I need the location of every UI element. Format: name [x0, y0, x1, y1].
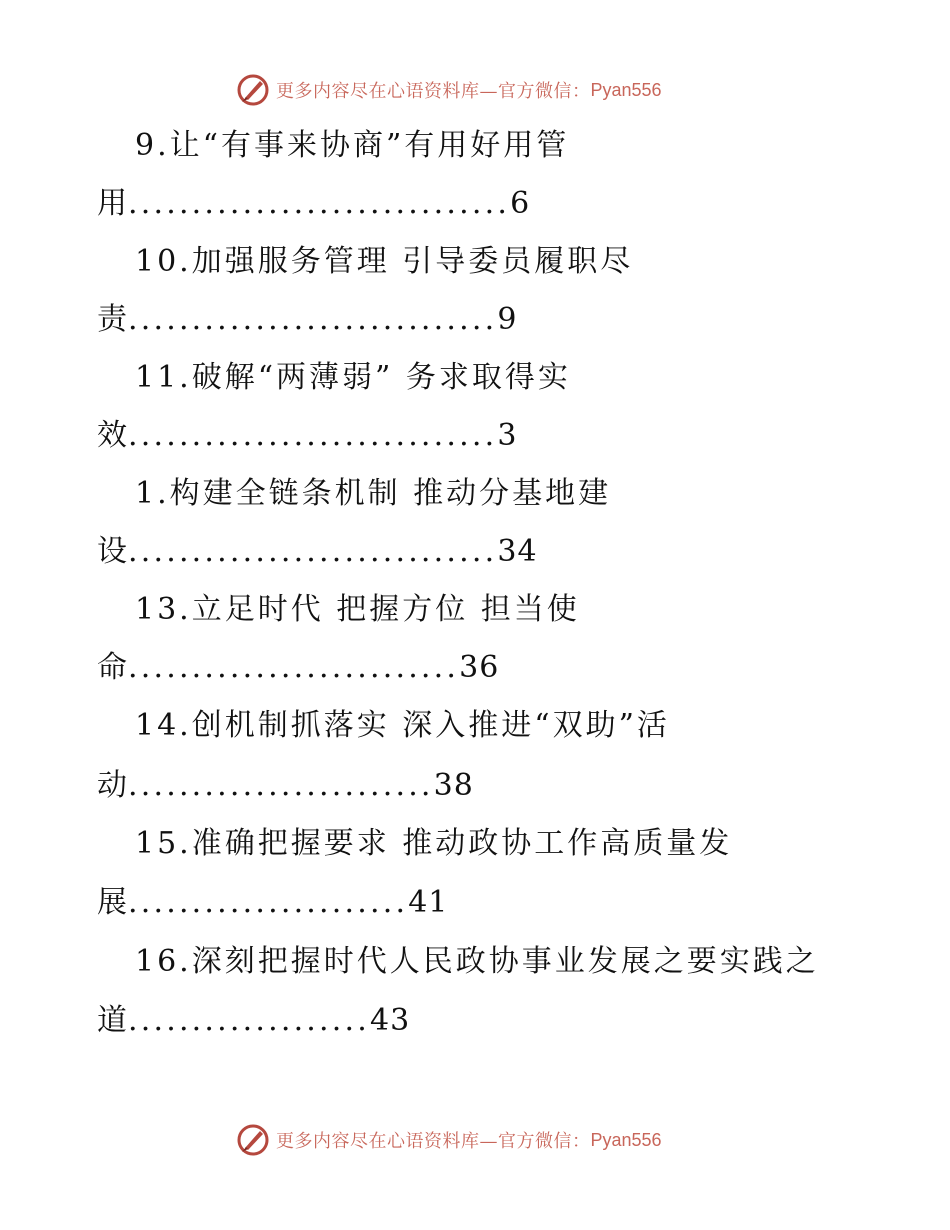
entry-title-text: 构建全链条机制 推动分基地建: [169, 476, 612, 511]
entry-page-number: 9: [497, 302, 518, 337]
quill-logo-icon: [236, 1123, 270, 1157]
entry-page-number: 6: [510, 186, 531, 221]
entry-leader-dots: ..............................: [128, 186, 511, 221]
toc-entry-title[interactable]: [135, 244, 633, 280]
toc-entry-title[interactable]: [135, 826, 732, 862]
toc-entry-title[interactable]: [135, 708, 670, 744]
entry-leader-dots: .............................: [128, 534, 498, 569]
entry-leader-dots: ..........................: [128, 650, 460, 685]
entry-title-text: 准确把握要求 推动政协工作高质量发: [191, 826, 733, 861]
entry-number: 15.: [135, 826, 192, 861]
toc-entry-page-line[interactable]: [97, 534, 538, 570]
toc-entry-page-line[interactable]: [97, 418, 517, 454]
banner-wechat-id: Pyan556: [590, 79, 662, 100]
toc-entry-page-line[interactable]: [97, 650, 499, 686]
entry-number: 9.: [135, 128, 170, 163]
toc-entry-title[interactable]: [135, 944, 819, 980]
entry-tail: 道: [97, 1003, 128, 1038]
toc-entry-page-line[interactable]: [97, 885, 448, 921]
toc-entry-title[interactable]: [135, 360, 571, 396]
footer-banner: [0, 1120, 950, 1160]
entry-page-number: 41: [408, 885, 449, 920]
entry-page-number: 36: [459, 650, 500, 685]
entry-leader-dots: ...................: [128, 1003, 370, 1038]
entry-leader-dots: .............................: [128, 302, 498, 337]
toc-entry-title[interactable]: [135, 476, 611, 512]
entry-title-text: 立足时代 把握方位 担当使: [191, 592, 580, 627]
banner-text: 更多内容尽在心语资料库—官方微信：: [276, 81, 591, 102]
toc-entry-page-line[interactable]: [97, 1003, 410, 1039]
entry-tail: 展: [97, 885, 128, 920]
entry-tail: 用: [97, 186, 128, 221]
entry-tail: 设: [97, 534, 128, 569]
entry-tail: 动: [97, 768, 128, 803]
toc-entry-title[interactable]: [135, 592, 580, 628]
toc-entry-page-line[interactable]: [97, 302, 517, 338]
entry-leader-dots: ........................: [128, 768, 434, 803]
entry-leader-dots: .............................: [128, 418, 498, 453]
entry-number: 11.: [135, 360, 192, 395]
toc-entry-page-line[interactable]: [97, 768, 474, 804]
entry-leader-dots: ......................: [128, 885, 409, 920]
entry-tail: 效: [97, 418, 128, 453]
toc-entry-title[interactable]: [135, 128, 569, 164]
toc-entry-page-line[interactable]: [97, 186, 530, 222]
entry-number: 14.: [135, 708, 192, 743]
entry-number: 1.: [135, 476, 170, 511]
entry-tail: 责: [97, 302, 128, 337]
entry-number: 10.: [135, 244, 192, 279]
banner-wechat-id: Pyan556: [590, 1129, 662, 1150]
entry-title-text: 加强服务管理 引导委员履职尽: [191, 244, 634, 279]
entry-title-text: 深刻把握时代人民政协事业发展之要实践之: [191, 944, 819, 979]
entry-tail: 命: [97, 650, 128, 685]
entry-title-text: 破解“两薄弱” 务求取得实: [191, 360, 571, 395]
entry-page-number: 34: [497, 534, 538, 569]
entry-number: 16.: [135, 944, 192, 979]
entry-number: 13.: [135, 592, 192, 627]
entry-title-text: 创机制抓落实 深入推进“双助”活: [191, 708, 670, 743]
entry-title-text: 让“有事来协商”有用好用管: [169, 128, 570, 163]
entry-page-number: 43: [370, 1003, 411, 1038]
entry-page-number: 3: [497, 418, 518, 453]
banner-text: 更多内容尽在心语资料库—官方微信：: [276, 1131, 591, 1152]
entry-page-number: 38: [433, 768, 474, 803]
